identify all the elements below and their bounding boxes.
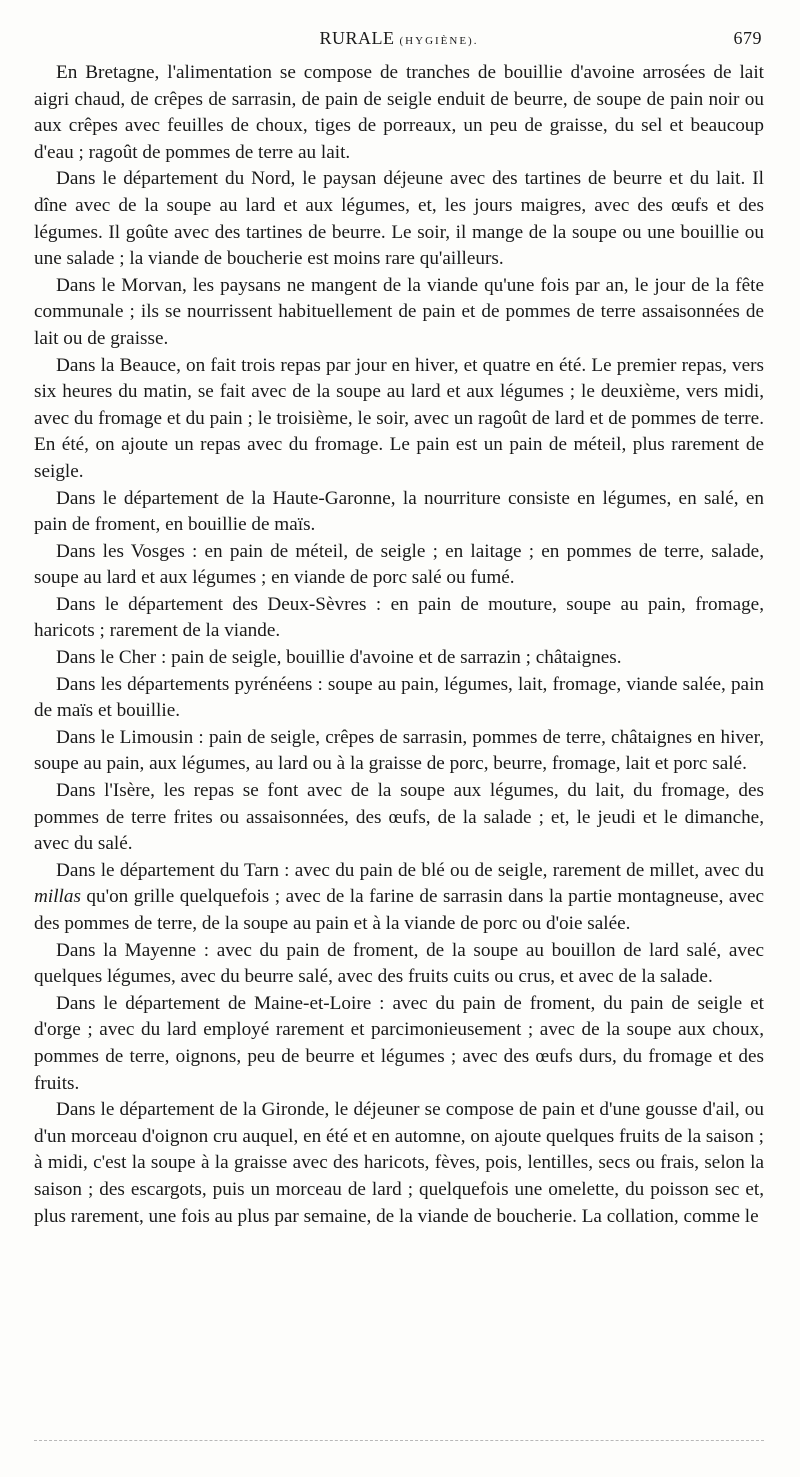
paragraph-beauce: Dans la Beauce, on fait trois repas par jour en hiver, et quatre en été. Le premier repas, vers six heures du matin, se fait avec de la soupe au lard et aux légumes ; le deuxième, vers midi, avec du fromage et du pain ; le troisième, le soir, avec un ragoût de lard et de pommes de terre. En été, on ajoute un repas avec du fromage. Le pain est un pain de méteil, plus rarement de seigle.	[34, 354, 764, 482]
running-title-main: RURALE	[319, 28, 395, 48]
paragraph-bretagne: En Bretagne, l'alimentation se compose de tranches de bouillie d'avoine arrosées de lait aigri chaud, de crêpes de sarrasin, de pain de seigle enduit de beurre, de soupe de pain noir ou aux crêpes avec feuilles de choux, tiges de porreaux, un peu de graisse, du sel et beaucoup d'eau ; ragoût de pommes de terre au lait.	[34, 62, 764, 163]
bottom-rule	[34, 1440, 764, 1441]
paragraph-cher: Dans le Cher : pain de seigle, bouillie d'avoine et de sarrazin ; châtaignes.	[56, 647, 622, 669]
paragraph-vosges: Dans les Vosges : en pain de méteil, de seigle ; en laitage ; en pommes de terre, salade, soupe au lard et aux légumes ; en viande de porc salé ou fumé.	[34, 540, 764, 589]
paragraph-tarn	[34, 858, 764, 938]
paragraph-deux-sevres: Dans le département des Deux-Sèvres : en pain de mouture, soupe au pain, fromage, haricots ; rarement de la viande.	[34, 593, 764, 642]
paragraph-morvan: Dans le Morvan, les paysans ne mangent de la viande qu'une fois par an, le jour de la fête communale ; ils se nourrissent habituellement de pain et de pommes de terre assaisonnées de lait ou de graisse.	[34, 274, 764, 349]
body-text	[34, 60, 764, 1230]
paragraph-pyrenees: Dans les départements pyrénéens : soupe au pain, légumes, lait, fromage, viande salée, pain de maïs et bouillie.	[34, 673, 764, 722]
paragraph-haute-garonne: Dans le département de la Haute-Garonne, la nourriture consiste en légumes, en salé, en pain de froment, en bouillie de maïs.	[34, 487, 764, 536]
paragraph-nord: Dans le département du Nord, le paysan déjeune avec des tartines de beurre et du lait. Il dîne avec de la soupe au lard et aux légumes, et, les jours maigres, avec des œufs et des légumes. Il goûte avec des tartines de beurre. Le soir, il mange de la soupe ou une bouillie ou une salade ; la viande de boucherie est moins rare qu'ailleurs.	[34, 168, 764, 270]
running-head	[36, 28, 762, 54]
page-number: 679	[733, 28, 762, 48]
tarn-italic-term: millas	[34, 886, 81, 908]
paragraph-limousin: Dans le Limousin : pain de seigle, crêpes de sarrasin, pommes de terre, châtaignes en hiver, soupe au pain, aux légumes, au lard ou à la graisse de porc, beurre, fromage, lait et porc salé.	[34, 726, 764, 775]
paragraph-isere: Dans l'Isère, les repas se font avec de la soupe aux légumes, du lait, du fromage, des pommes de terre frites ou assaisonnées, des œufs, de la salade ; et, le jeudi et le dimanche, avec du salé.	[34, 780, 764, 855]
paragraph-mayenne: Dans la Mayenne : avec du pain de froment, de la soupe au bouillon de lard salé, avec quelques légumes, avec du beurre salé, avec des fruits cuits ou crus, et avec de la salade.	[34, 939, 764, 988]
running-title-subtitle: (HYGIÈNE).	[399, 35, 479, 47]
paragraph-maine-et-loire: Dans le département de Maine-et-Loire : avec du pain de froment, du pain de seigle et d'orge ; avec du lard employé rarement et parcimonieusement ; avec de la soupe aux choux, pommes de terre, oignons, peu de beurre et légumes ; avec des œufs durs, du fromage et des fruits.	[34, 992, 764, 1094]
tarn-text-start: Dans le département du Tarn : avec du pain de blé ou de seigle, rarement de millet, avec du	[56, 859, 764, 881]
running-title	[36, 28, 762, 49]
tarn-text-end: qu'on grille quelquefois ; avec de la farine de sarrasin dans la partie montagneuse, avec des pommes de terre, de la soupe au pain et à la viande de porc ou d'oie salée.	[34, 886, 765, 934]
paragraph-gironde: Dans le département de la Gironde, le déjeuner se compose de pain et d'une gousse d'ail, ou d'un morceau d'oignon cru auquel, en été et en automne, on ajoute quelques fruits de la saison ; à midi, c'est la soupe à la graisse avec des haricots, fèves, pois, lentilles, secs ou frais, selon la saison ; des escargots, puis un morceau de lard ; quelquefois une omelette, du poisson sec et, plus rarement, une fois au plus par semaine, de la viande de boucherie. La collation, comme le	[34, 1099, 764, 1227]
